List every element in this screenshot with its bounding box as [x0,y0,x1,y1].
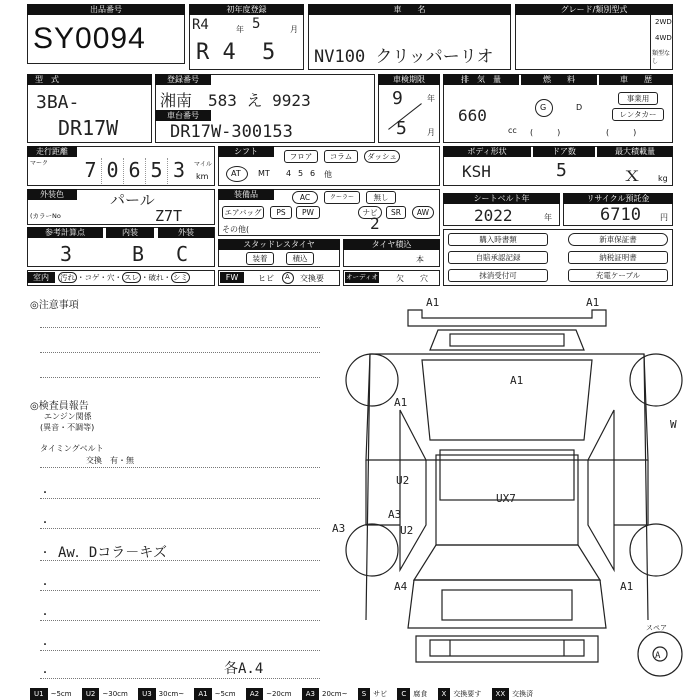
remark-bullet: ・ [40,488,50,499]
reg-no-label: 登録番号 [155,74,211,85]
remark-bullet: ・ [40,640,50,651]
damage-mark: A1 [394,396,408,409]
color-code: Z7T [155,207,183,225]
grade-none: 類型なし [652,50,671,65]
room-stain: シミ [173,273,188,282]
recycle-value: 6710 [600,205,641,225]
recycle-label: リサイクル預託金 [563,193,673,204]
notes-line [40,467,320,468]
fuel-paren: ( ) [530,128,561,137]
notes-line [40,352,320,353]
chassis-label: 車台番号 [155,110,211,121]
mileage-digits [80,158,192,184]
legend-key: A2 [246,688,263,700]
capacity-unit: kg [658,174,668,183]
equipment-cooler: クーラー [324,191,360,204]
equipment-pw: PW [296,206,320,219]
room-scuff: スレ [124,273,139,282]
legend-key: C [397,688,410,700]
reg-no-value: 湘南 583 え 9923 [160,91,311,110]
notes-line [40,650,320,651]
spare-label: スペア [646,624,667,632]
fuel-label: 燃 料 [521,74,597,85]
legend-value: ~30cm [102,690,128,698]
legend-key: U2 [82,688,100,700]
inspection-label: 車検期限 [378,74,440,85]
car-name-value: NV100 クリッパーリオ [314,47,494,67]
studless-mounted: 装着 [246,252,274,265]
model-value-2: DR17W [58,116,119,140]
legend-key: U1 [30,688,48,700]
legend-value: 20cm~ [322,690,348,698]
doors-value: 5 [556,160,567,181]
wheel-rl [346,524,398,576]
recycle-unit: 円 [660,213,668,222]
damage-mark: A1 [510,374,524,387]
seatbelt-unit: 年 [544,213,552,222]
roof-outline [366,354,648,460]
front-bumper [408,310,606,326]
capacity-value: ｘ [622,162,642,186]
room-options: 汚れ ・コゲ・穴・ スレ ・破れ・ シミ [60,273,188,282]
notes-line [40,620,320,621]
legend-key: XX [492,688,510,700]
mileage-digit: 6 [124,158,146,184]
legend-value: サビ [373,690,388,698]
fw-label: FW [220,272,244,283]
tire-load-label: タイヤ積込 [343,239,440,250]
model-value-1: 3BA- [36,92,80,113]
damage-mark: A1 [586,296,600,309]
damage-mark: A3 [388,508,402,521]
interior-value: B [132,242,145,266]
doc-purchase: 購入時書類 [448,233,548,246]
legend-key: S [358,688,370,700]
shift-at: AT [231,169,241,178]
score-label: 参考計算点 [27,227,103,238]
rear-outline [408,580,606,628]
mileage-digit: 5 [146,158,168,184]
mileage-digit: 0 [102,158,124,184]
legend-value: ~20cm [266,690,292,698]
first-reg-era: R4 [192,17,209,33]
damage-mark: A1 [426,296,440,309]
first-reg-era-large: R 4 [196,40,236,65]
mileage-unit-mile: マイル [194,161,212,168]
displacement-value: 660 [458,106,487,125]
equipment-navi: ナビ [358,206,382,219]
inspector-timing-opts: 交換 有・無 [86,456,134,465]
mileage-label: 走行距離 [27,146,77,157]
damage-mark: U2 [396,474,410,487]
equipment-ps: PS [270,206,292,219]
color-sub: (カラーNo [30,212,61,220]
inspection-year-mark: 年 [427,94,435,103]
car-name-label: 車 名 [308,4,511,15]
equipment-aw: AW [412,206,434,219]
grade-label: グレード/類別型式 [515,4,673,15]
remark-bullet: ・ [40,580,50,591]
shift-5: 5 [298,169,304,178]
usage-paren: ( ) [606,128,637,137]
shift-mt: MT [258,169,270,178]
shift-floor: フロア [284,150,318,163]
wheel-fl [346,354,398,406]
lot-number: SY0094 [33,22,146,55]
notes-line [40,498,320,499]
doors-label: ドア数 [533,146,595,157]
equipment-none: 無し [366,191,396,204]
usage-label: 車 歴 [599,74,673,85]
seatbelt-value: 2022 [474,206,513,225]
fw-replace: 交換要 [300,274,324,283]
equipment-airbag: エアバッグ [222,206,264,219]
spare-value: A [655,651,661,661]
legend-value: 腐食 [413,690,428,698]
capacity-label: 最大積載量 [597,146,673,157]
hood-outline [430,330,584,350]
damage-mark: U2 [400,524,414,537]
notes-line [40,560,320,561]
remark-2: 各A.4 [224,661,264,677]
equipment-ac: AC [292,191,318,204]
first-reg-month-mark: 月 [290,25,298,34]
inspector-engine: エンジン関係 [44,412,92,421]
equipment-sr: SR [386,206,406,219]
interior-label: 内装 [106,227,154,238]
windshield-top [450,334,564,346]
notes-line [40,590,320,591]
remark-1: Aw．Dコラ－キズ [58,545,168,561]
legend-value: 交換要す [453,690,482,698]
usage-business: 事業用 [618,92,658,105]
room-dirt: 汚れ [60,273,75,282]
audio-missing: 欠 [396,274,404,283]
shift-6: 6 [310,169,316,178]
model-label: 型 式 [27,74,152,85]
shift-4: 4 [286,169,292,178]
inspector-timing: タイミングベルト [40,444,104,453]
chassis-value: DR17W-300153 [170,122,293,142]
inspection-month: 5 [396,118,407,139]
inspector-label: ◎検査員報告 [30,401,89,412]
studless-label: スタッドレスタイヤ [218,239,340,250]
audio-hole: 穴 [420,274,428,283]
shift-dash: ダッシュ [364,150,400,163]
fw-crack: ヒビ [258,274,274,283]
legend-key: A3 [302,688,319,700]
legend-key: U3 [138,688,156,700]
first-reg-month-large: 5 [262,40,276,65]
notes-line [40,327,320,328]
usage-rental: レンタカー [612,108,664,121]
damage-mark: UX7 [496,492,516,505]
doc-cable: 充電ケーブル [568,269,668,282]
room-burn: コゲ・穴 [84,273,115,282]
lot-label: 出品番号 [27,4,185,15]
first-reg-month: 5 [252,16,261,32]
body-type-label: ボディ形状 [443,146,531,157]
mileage-mark: マーク [30,160,49,167]
fw-a: A [285,273,290,281]
wheel-fr [630,354,682,406]
displacement-label: 排 気 量 [443,74,519,85]
grade-4wd: 4WD [655,34,672,42]
first-reg-label: 初年度登録 [189,4,304,15]
damage-mark: A3 [332,522,346,535]
damage-mark: A1 [620,580,634,593]
room-tear: 破れ [148,273,164,282]
inspection-month-mark: 月 [427,128,435,137]
equipment-mark: 2 [370,214,380,233]
legend-bar [30,688,541,700]
doc-warranty: 新車保証書 [568,233,668,246]
legend-key: X [438,688,451,700]
notes-line [40,528,320,529]
legend-value: ~5cm [214,690,236,698]
equipment-label: 装備品 [218,189,274,200]
legend-key: A1 [194,688,211,700]
shift-column: コラム [324,150,358,163]
fuel-d: D [576,103,583,112]
remark-bullet: ・ [40,668,50,679]
grade-2wd: 2WD [655,18,672,26]
body-type-value: KSH [462,162,491,181]
fuel-g: G [540,103,547,112]
legend-value: 30cm~ [158,690,185,698]
first-reg-year-mark: 年 [236,25,244,34]
inspection-year: 9 [392,88,403,109]
seatbelt-label: シートベルト年 [443,193,560,204]
tire-load-unit: 本 [416,255,424,264]
mileage-digit: 7 [80,158,102,184]
damage-mark: W [670,418,677,431]
score-value: 3 [60,242,73,266]
notes-line [40,377,320,378]
inspector-engine-sub: (異音・不調等) [40,423,95,432]
notes-label: ◎注意事項 [30,300,79,311]
remark-bullet: ・ [40,548,50,559]
exterior-label: 外装 [158,227,214,238]
studless-loaded: 積込 [286,252,314,265]
mileage-digit: 3 [172,158,186,182]
displacement-unit: cc [508,126,517,135]
legend-value: ~5cm [50,690,72,698]
car-diagram [330,290,700,688]
shift-label: シフト [218,146,274,157]
legend-value: 交換済 [512,690,534,698]
room-label: 室内 [27,272,55,283]
color-label: 外装色 [27,189,77,200]
color-value: パール [110,191,155,209]
exterior-value: C [176,242,189,266]
notes-line [40,678,320,679]
wheel-rr [630,524,682,576]
damage-mark: A4 [394,580,408,593]
doc-cancel: 抹消受付可 [448,269,548,282]
remark-bullet: ・ [40,518,50,529]
shift-other: 他 [324,170,332,179]
doc-insurance: 自賠承認記録 [448,251,548,264]
doc-tax: 納税証明書 [568,251,668,264]
audio-label: オーディオ [346,273,378,281]
remark-bullet: ・ [40,610,50,621]
mileage-unit: km [196,172,209,181]
equipment-other: その他( [222,225,250,234]
